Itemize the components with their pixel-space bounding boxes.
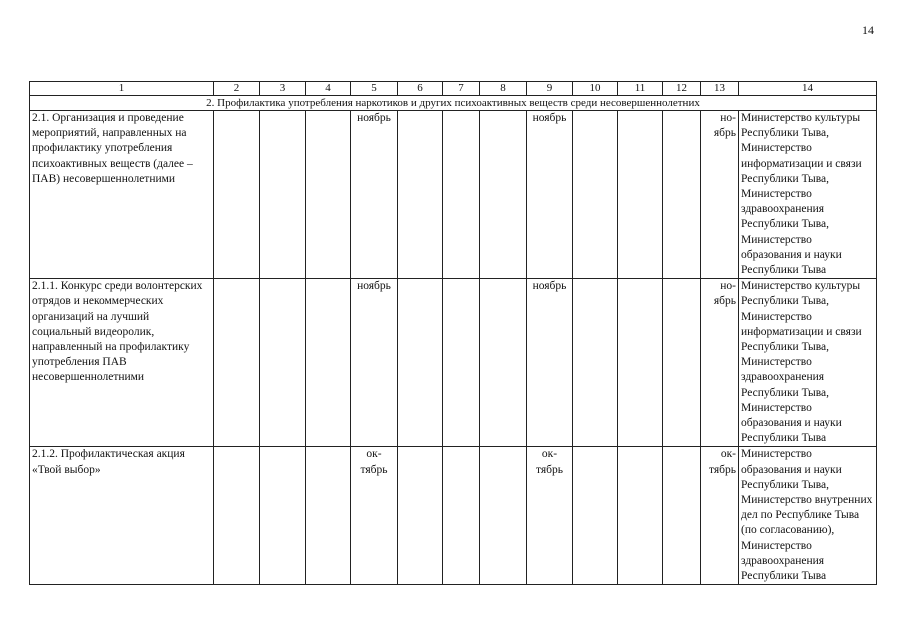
plan-table	[29, 81, 877, 585]
empty-cell	[306, 447, 351, 585]
section-row	[30, 96, 877, 111]
header-cell-6: 6	[398, 82, 443, 96]
table-row	[30, 111, 877, 279]
header-cell-8: 8	[480, 82, 527, 96]
header-cell-4: 4	[306, 82, 351, 96]
empty-cell	[214, 111, 260, 279]
table-row	[30, 447, 877, 585]
empty-cell	[398, 279, 443, 447]
empty-cell	[618, 447, 663, 585]
empty-cell	[260, 111, 306, 279]
row-name: 2.1.2. Профилактическая акция «Твой выбор»	[30, 447, 214, 585]
empty-cell	[663, 279, 701, 447]
header-cell-5: 5	[351, 82, 398, 96]
row-responsible: Министерство образования и науки Республики Тыва, Министерство внутренних дел по Республике Тыва (по согласованию), Министерство здравоохранения Республики Тыва	[739, 447, 877, 585]
empty-cell	[573, 279, 618, 447]
empty-cell	[480, 111, 527, 279]
page-number: 14	[862, 23, 874, 37]
empty-cell	[398, 111, 443, 279]
empty-cell	[443, 111, 480, 279]
empty-cell	[214, 447, 260, 585]
empty-cell	[573, 111, 618, 279]
row-col13: ок- тябрь	[701, 447, 739, 585]
header-cell-7: 7	[443, 82, 480, 96]
empty-cell	[260, 447, 306, 585]
empty-cell	[398, 447, 443, 585]
header-cell-1: 1	[30, 82, 214, 96]
header-cell-3: 3	[260, 82, 306, 96]
row-col9: ок- тябрь	[527, 447, 573, 585]
section-title: 2. Профилактика употребления наркотиков и других психоактивных веществ среди несовершеннолетних	[30, 96, 877, 111]
empty-cell	[480, 279, 527, 447]
row-col9: ноябрь	[527, 279, 573, 447]
row-responsible: Министерство культуры Республики Тыва, Министерство информатизации и связи Республики Тыва, Министерство здравоохранения Республики Тыва, Министерство образования и науки Республики Тыва	[739, 279, 877, 447]
empty-cell	[306, 279, 351, 447]
empty-cell	[260, 279, 306, 447]
empty-cell	[443, 279, 480, 447]
empty-cell	[663, 111, 701, 279]
header-cell-11: 11	[618, 82, 663, 96]
row-col13: но- ябрь	[701, 279, 739, 447]
empty-cell	[618, 279, 663, 447]
row-name: 2.1.1. Конкурс среди волонтерских отрядов и некоммерческих организаций на лучший социальный видеоролик, направленный на профилактику употребления ПАВ несовершеннолетними	[30, 279, 214, 447]
table-row	[30, 279, 877, 447]
row-col9: ноябрь	[527, 111, 573, 279]
row-responsible: Министерство культуры Республики Тыва, Министерство информатизации и связи Республики Тыва, Министерство здравоохранения Республики Тыва, Министерство образования и науки Республики Тыва	[739, 111, 877, 279]
empty-cell	[480, 447, 527, 585]
row-col5: ноябрь	[351, 111, 398, 279]
row-col13: но- ябрь	[701, 111, 739, 279]
empty-cell	[306, 111, 351, 279]
empty-cell	[214, 279, 260, 447]
header-cell-9: 9	[527, 82, 573, 96]
empty-cell	[443, 447, 480, 585]
header-cell-12: 12	[663, 82, 701, 96]
row-col5: ноябрь	[351, 279, 398, 447]
header-cell-14: 14	[739, 82, 877, 96]
row-col5: ок- тябрь	[351, 447, 398, 585]
header-row	[30, 82, 877, 96]
header-cell-10: 10	[573, 82, 618, 96]
row-name: 2.1. Организация и проведение мероприятий, направленных на профилактику употребления психоактивных веществ (далее – ПАВ) несовершеннолетними	[30, 111, 214, 279]
header-cell-13: 13	[701, 82, 739, 96]
empty-cell	[618, 111, 663, 279]
empty-cell	[573, 447, 618, 585]
empty-cell	[663, 447, 701, 585]
header-cell-2: 2	[214, 82, 260, 96]
